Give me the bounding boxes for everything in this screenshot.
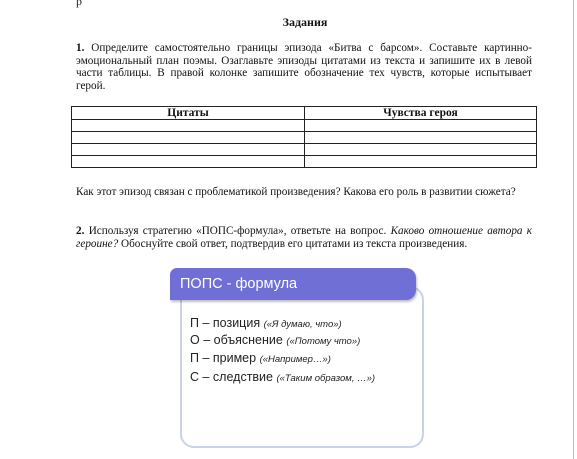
- popc-line-example: [190, 351, 331, 365]
- page-edge: [573, 0, 574, 459]
- table-cell: [72, 156, 305, 168]
- column-header-feelings: Чувства героя: [305, 107, 537, 120]
- task-1: [76, 42, 532, 92]
- popc-line-main: П – пример: [190, 351, 257, 365]
- task-2-lead: Используя стратегию «ПОПС-формула», ответьте на вопрос.: [88, 225, 387, 237]
- popc-line-note: («Таким образом, …»): [276, 373, 376, 384]
- table-cell: [72, 132, 305, 144]
- quotes-table: [71, 106, 537, 168]
- popc-line-note: («Я думаю, что»): [263, 319, 342, 330]
- section-heading: Задания: [282, 15, 328, 29]
- popc-line-explanation: [190, 333, 360, 347]
- popc-line-consequence: [190, 370, 375, 384]
- table-cell: [305, 120, 537, 132]
- table-header-row: [72, 107, 537, 120]
- popc-formula-card: [170, 268, 422, 446]
- popc-card-body: [180, 286, 424, 448]
- popc-line-note: («Потому что»): [286, 336, 361, 347]
- table-cell: [72, 144, 305, 156]
- popc-line-main: П – позиция: [190, 316, 261, 330]
- table-row: [72, 120, 537, 132]
- task-1-text: Определите самостоятельно границы эпизода «Битва с барсом». Составьте картинно-эмоциональный план поэмы. Озаглавьте эпизоды цитатами из текста и запишите их в левой части таблицы. В правой колонке запишите обозначение тех чувств, которые испытывает герой.: [76, 42, 532, 92]
- table-cell: [305, 132, 537, 144]
- popc-line-note: («Например…»): [259, 354, 331, 365]
- popc-line-main: О – объяснение: [190, 333, 283, 347]
- task-2-number: 2.: [76, 225, 85, 237]
- task-2-question: Каково отношение автора к героине?: [76, 225, 533, 250]
- table-row: [72, 144, 537, 156]
- popc-line-position: [190, 316, 342, 330]
- column-header-quotes: Цитаты: [72, 107, 305, 120]
- table-cell: [72, 120, 305, 132]
- task-1-number: 1.: [76, 42, 85, 54]
- popc-line-main: С – следствие: [190, 370, 273, 384]
- task-2-tail: Обоснуйте свой ответ, подтвердив его цитатами из текста произведения.: [121, 237, 468, 250]
- task-1-question: Как этот эпизод связан с проблематикой произведения? Какова его роль в развитии сюжета?: [76, 186, 516, 198]
- table-cell: [305, 156, 537, 168]
- popc-card-title: ПОПС - формула: [180, 276, 298, 292]
- task-2: [76, 225, 532, 250]
- table-row: [72, 132, 537, 144]
- cut-off-text: р: [76, 0, 82, 8]
- table-cell: [305, 144, 537, 156]
- popc-card-header: [170, 268, 416, 300]
- table-row: [72, 156, 537, 168]
